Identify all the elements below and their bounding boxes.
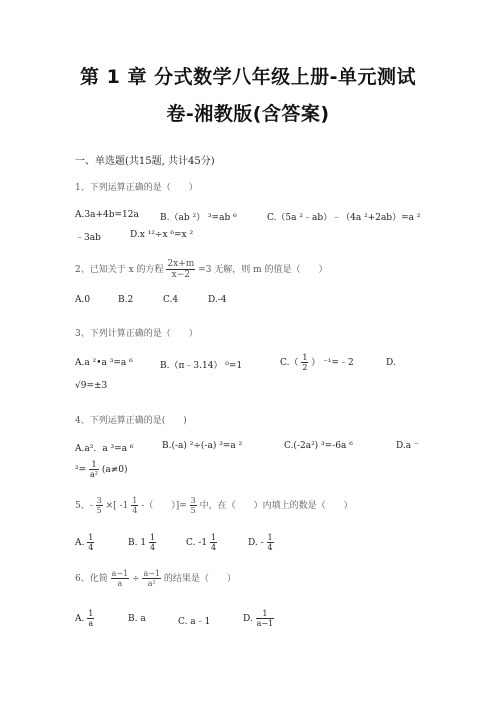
q2-stem-post: =3 无解，则 m 的值是（ ） xyxy=(198,265,328,275)
q5-d-num: 1 xyxy=(267,533,273,542)
q6-f2-num: a−1 xyxy=(143,569,161,578)
q4-option-b: B.(-a) ²÷(-a) ³=a ² xyxy=(162,441,243,451)
q6-a-num: 1 xyxy=(88,609,94,618)
q6-d-fraction xyxy=(256,609,275,628)
q6-d-num: 1 xyxy=(256,609,275,619)
q1-option-b: B.（ab ²） ³=ab ⁶ xyxy=(160,213,237,223)
q2-option-b: B.2 xyxy=(118,295,134,305)
q5-c-den: 4 xyxy=(210,543,217,552)
q5-option-b xyxy=(128,533,156,552)
q5-pre: 5、- xyxy=(75,501,93,511)
q6-pre: 6、化简 xyxy=(75,574,108,584)
q6-f1-den: a xyxy=(117,579,123,588)
q4-option-d: D.a ⁻ xyxy=(396,441,419,451)
q4-option-d-post: (a≠0) xyxy=(101,465,128,475)
q3-option-d-cont: √9=±3 xyxy=(75,381,108,391)
q3-option-a: A.a ²•a ³=a ⁶ xyxy=(75,358,133,368)
q5-a-num: 1 xyxy=(88,533,94,542)
q2-option-c: C.4 xyxy=(163,295,179,305)
q5-f3-den: 5 xyxy=(190,506,196,515)
q2-option-a: A.0 xyxy=(75,295,91,305)
q2-option-d: D.-4 xyxy=(208,295,227,305)
q2-fraction xyxy=(166,259,195,280)
q5-a-den: 4 xyxy=(88,543,94,552)
q3-option-c-num: 1 xyxy=(302,353,308,362)
q3-option-c xyxy=(280,353,354,372)
q4-option-d-fraction xyxy=(89,460,99,479)
q5-option-c xyxy=(186,533,217,552)
q6-post: 的结果是（ ） xyxy=(163,574,236,584)
q6-a-fraction xyxy=(87,609,94,628)
q6-d-label: D. xyxy=(243,614,253,624)
q4-stem: 4、下列运算正确的是( ) xyxy=(75,416,187,426)
q1-option-c: C.（5a ²﹣ab）﹣（4a ²+2ab）=a ² xyxy=(267,213,421,223)
q6-stem xyxy=(75,569,236,588)
q5-d-fraction xyxy=(267,533,274,552)
q6-f1-num: a−1 xyxy=(111,569,129,578)
q6-option-a xyxy=(75,609,94,628)
q5-a-fraction xyxy=(87,533,94,552)
q3-stem: 3、下列计算正确的是（ ） xyxy=(75,329,198,339)
q5-d-den: 4 xyxy=(267,543,273,552)
q6-div: ÷ xyxy=(132,574,140,584)
q5-b-label: B. 1 xyxy=(128,538,147,548)
q2-fraction-den: x−2 xyxy=(171,270,191,280)
q1-option-a: A.3a+4b=12a xyxy=(75,210,139,220)
q1-stem: 1、下列运算正确的是（ ） xyxy=(75,183,198,193)
q5-mid1: ×[ -1 xyxy=(105,501,129,511)
q5-f1-num: 3 xyxy=(96,496,102,505)
q3-option-c-den: 2 xyxy=(302,363,308,372)
q6-option-b: B. a xyxy=(128,614,146,624)
q5-b-den: 4 xyxy=(149,543,156,552)
q6-a-label: A. xyxy=(75,614,85,624)
q1-option-d: D.x ¹²÷x ⁶=x ² xyxy=(130,230,194,240)
q5-mid2: -（ ）]= xyxy=(141,501,187,511)
q5-stem xyxy=(75,496,353,515)
q5-f3-num: 3 xyxy=(190,496,196,505)
section-heading: 一、单选题(共15题, 共计45分) xyxy=(75,156,215,167)
q6-fraction-1 xyxy=(111,569,130,588)
q5-option-d xyxy=(248,533,274,552)
q5-fraction-3 xyxy=(190,496,197,515)
q6-f2-den: a² xyxy=(147,579,156,588)
q4-option-d-num: 1 xyxy=(89,460,99,470)
q5-b-fraction xyxy=(149,533,156,552)
q5-fraction-1 xyxy=(96,496,103,515)
q3-option-b: B.（π﹣3.14） ⁰=1 xyxy=(160,361,243,371)
q6-option-c: C. a﹣1 xyxy=(178,617,211,627)
q4-option-a: A.a²．a ³=a ⁶ xyxy=(75,444,134,454)
q4-option-d-pre: ²= xyxy=(75,465,87,475)
q5-b-num: 1 xyxy=(149,533,156,542)
q5-fraction-2 xyxy=(131,496,138,515)
q5-f2-den: 4 xyxy=(132,506,138,515)
q5-c-label: C. -1 xyxy=(186,538,208,548)
q5-post: 中，在（ ）内填上的数是（ ） xyxy=(199,501,353,511)
q5-option-a xyxy=(75,533,94,552)
q2-stem-pre: 2、已知关于 x 的方程 xyxy=(75,265,164,275)
doc-title-line1: 第 1 章 分式数学八年级上册-单元测试 xyxy=(80,66,416,88)
q4-option-d-cont xyxy=(75,460,128,479)
q3-option-d: D. xyxy=(386,358,396,368)
q4-option-d-den: a² xyxy=(90,470,99,479)
q2-stem xyxy=(75,259,328,280)
q3-option-c-pre: C.（ xyxy=(280,358,299,368)
q2-fraction-num: 2x+m xyxy=(167,259,195,269)
q3-option-c-fraction xyxy=(301,353,308,372)
q5-c-fraction xyxy=(210,533,217,552)
q3-option-c-post: ） ⁻¹=﹣2 xyxy=(311,358,354,368)
q6-fraction-2 xyxy=(142,569,161,588)
q4-option-c: C.(-2a²) ³=-6a ⁶ xyxy=(284,441,353,451)
q5-c-num: 1 xyxy=(210,533,217,542)
q5-f2-num: 1 xyxy=(132,496,138,505)
q1-option-c-cont: ﹣3ab xyxy=(75,233,101,243)
q6-d-den: a−1 xyxy=(256,619,274,628)
q5-d-label: D. - xyxy=(248,538,264,548)
doc-title-line2: 卷-湘教版(含答案) xyxy=(166,103,330,125)
q6-a-den: a xyxy=(88,619,94,628)
q5-a-label: A. xyxy=(75,538,85,548)
q6-option-d xyxy=(243,609,274,628)
q5-f1-den: 5 xyxy=(96,506,102,515)
